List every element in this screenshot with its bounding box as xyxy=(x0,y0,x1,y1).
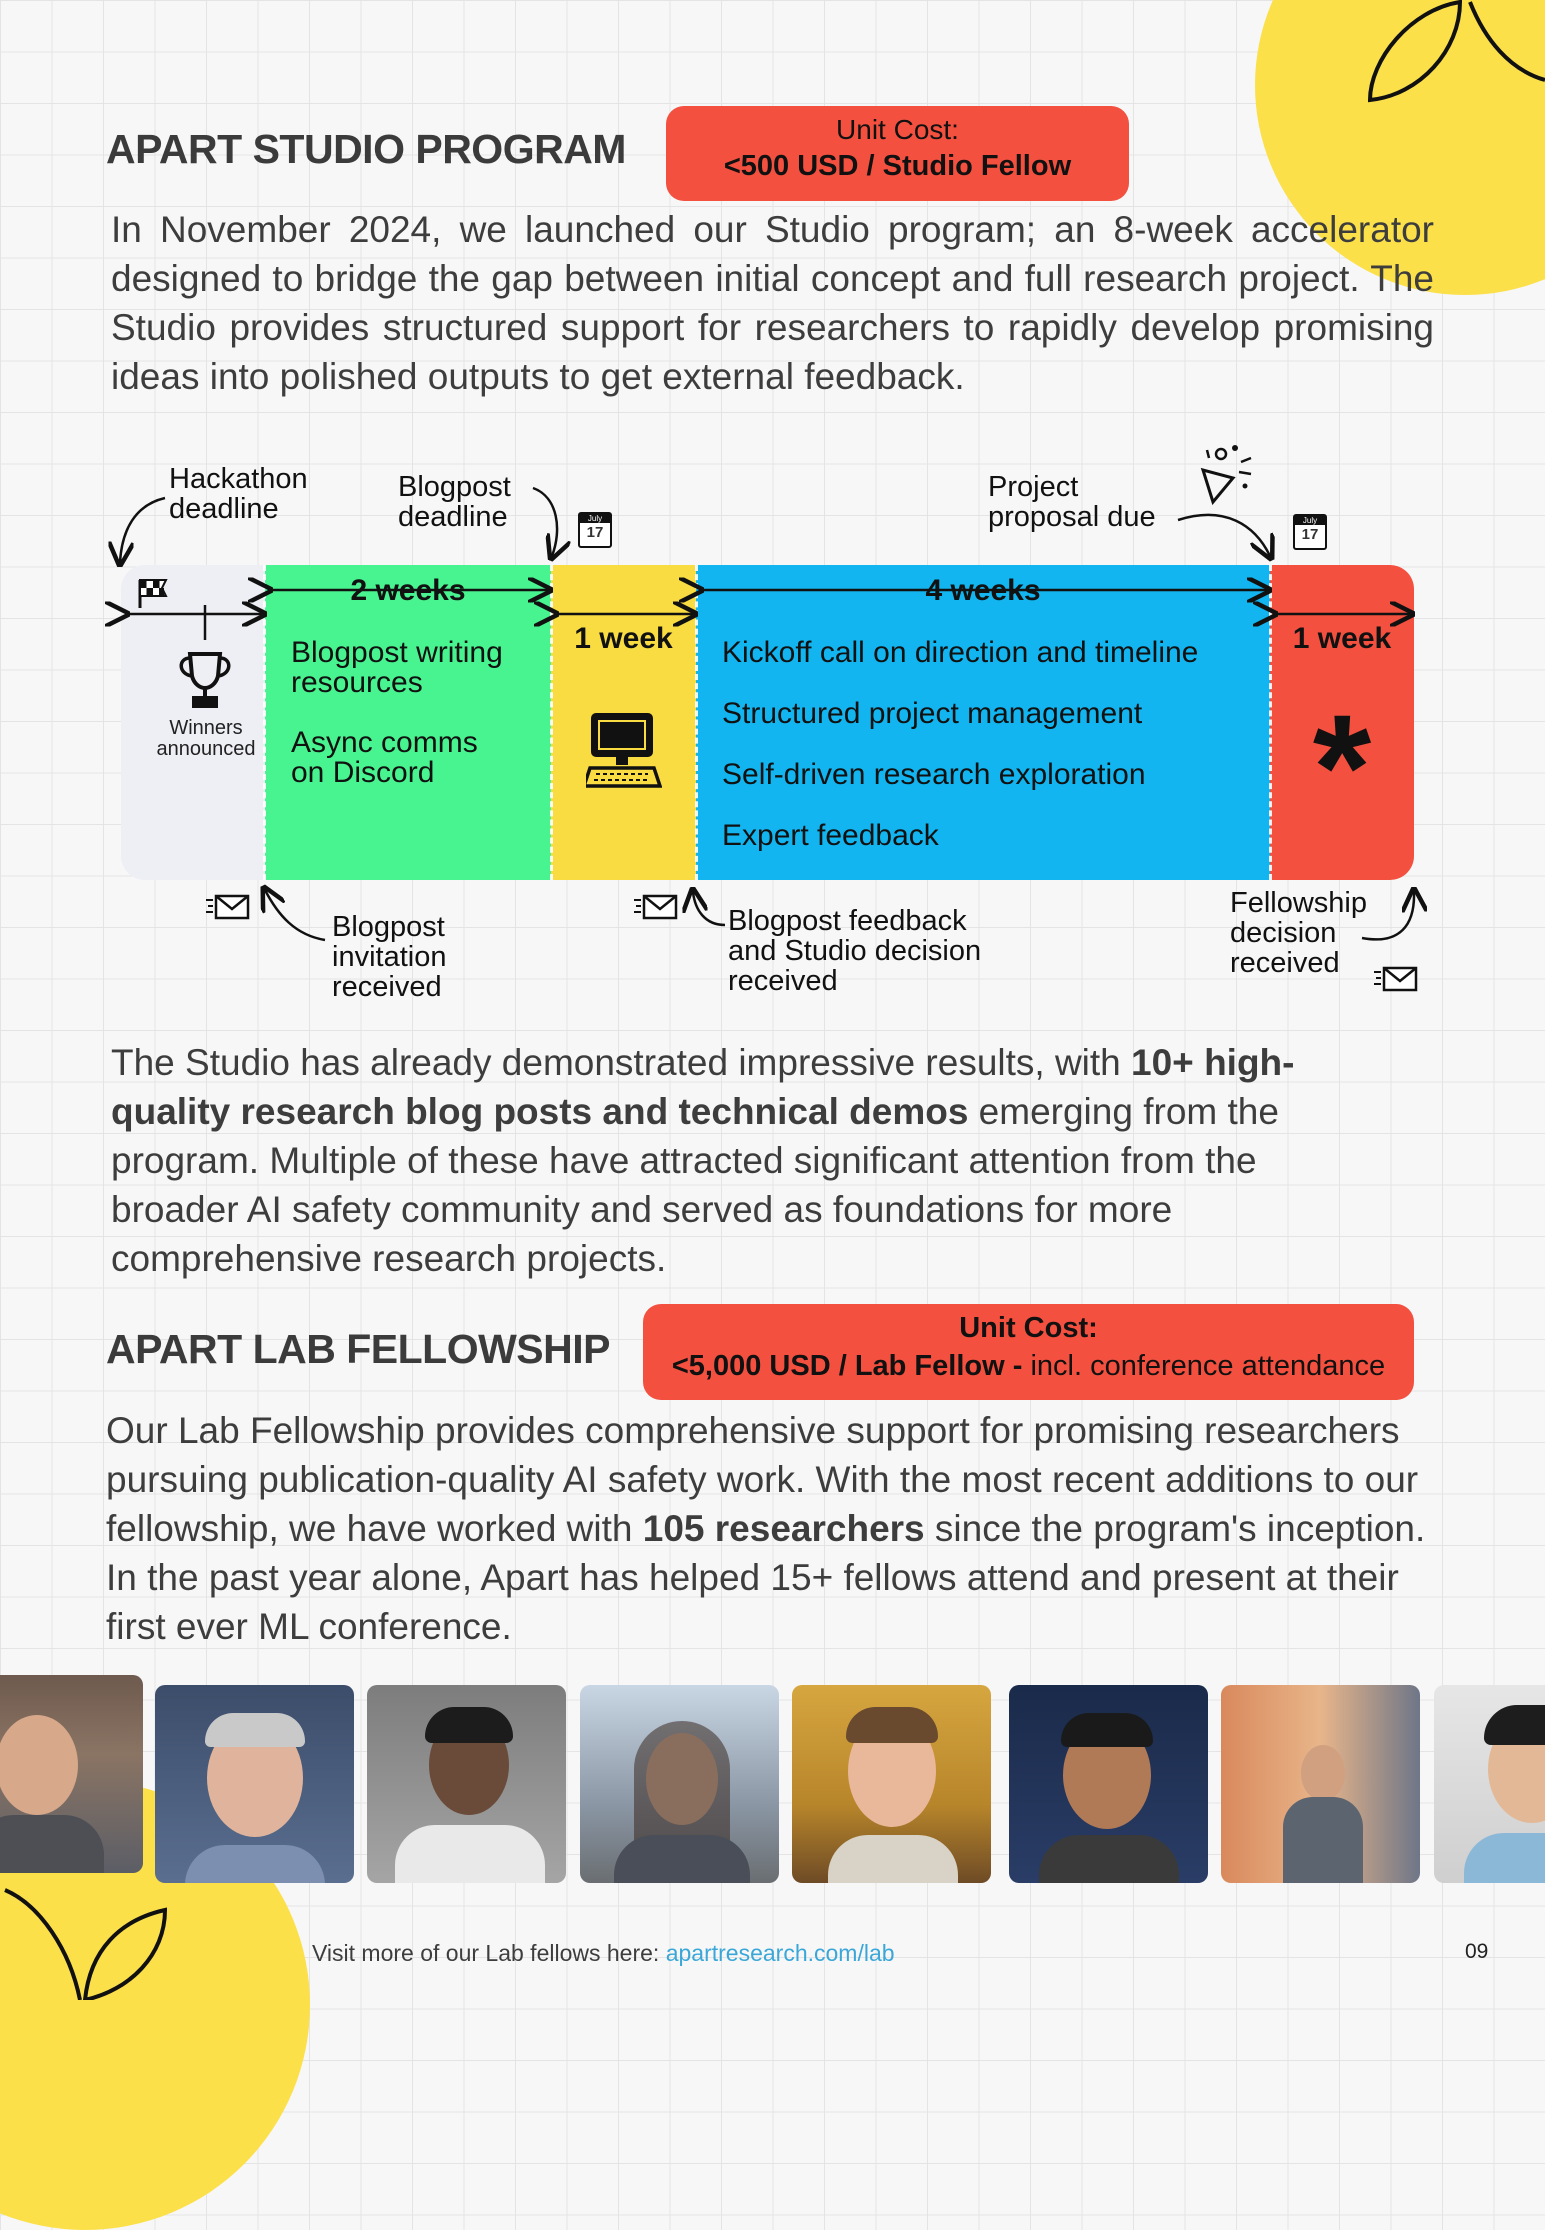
fellow-photo xyxy=(155,1685,354,1883)
lab-title: APART LAB FELLOWSHIP xyxy=(106,1326,610,1372)
mail-icon xyxy=(634,892,678,920)
blue-item-feedback: Expert feedback xyxy=(722,819,939,852)
green-duration-label: 2 weeks xyxy=(350,574,466,607)
mail-icon xyxy=(206,892,250,920)
blogpost-deadline-note: Blogpost deadline xyxy=(398,471,511,533)
lab-fellows-link[interactable]: apartresearch.com/lab xyxy=(665,1940,895,1966)
fellow-photo xyxy=(367,1685,566,1883)
computer-icon xyxy=(586,710,662,792)
studio-cost-value: <500 USD / Studio Fellow xyxy=(723,150,1072,182)
blue-item-exploration: Self-driven research exploration xyxy=(722,758,1146,791)
fellow-photo xyxy=(0,1675,143,1873)
fellowship-decision-note: Fellowship decision received xyxy=(1230,887,1367,979)
green-item-discord: Async comms on Discord xyxy=(291,726,478,789)
winners-announced-note: Winners announced xyxy=(156,717,256,760)
yellow-duration-label: 1 week xyxy=(574,622,673,655)
studio-intro: In November 2024, we launched our Studio program; an 8-week accelerator designed to bridge the gap between initial concept and full research project. The Studio provides structured support for researchers to rapidly develop promising ideas into polished outputs to get external feedback. xyxy=(111,209,1434,397)
lab-cost-badge xyxy=(643,1304,1414,1400)
red-duration-label: 1 week xyxy=(1292,622,1392,655)
project-proposal-note: Project proposal due xyxy=(988,471,1156,533)
blue-duration-label: 4 weeks xyxy=(925,574,1041,607)
studio-cost-label: Unit Cost: xyxy=(836,114,959,145)
party-popper-icon xyxy=(1195,440,1255,505)
footer-note: Visit more of our Lab fellows here: apartresearch.com/lab xyxy=(312,1940,895,1966)
leaf-icon-bottom xyxy=(0,1880,180,2000)
blue-item-kickoff: Kickoff call on direction and timeline xyxy=(722,636,1199,669)
page-number: 09 xyxy=(1465,1940,1489,1963)
fellow-photo xyxy=(1221,1685,1420,1883)
blue-item-management: Structured project management xyxy=(722,697,1143,730)
green-item-resources: Blogpost writing resources xyxy=(291,636,503,699)
blogpost-invitation-note: Blogpost invitation received xyxy=(332,911,447,1003)
lab-paragraph: Our Lab Fellowship provides comprehensive support for promising researchers pursuing publication-quality AI safety work. With the most recent additions to our fellowship, we have worked with 105 researchers since the program's inception. In the past year alone, Apart has helped 15+ fellows attend and present at their first ever ML conference. xyxy=(106,1410,1426,1647)
lab-cost-value: <5,000 USD / Lab Fellow - incl. conference attendance xyxy=(671,1350,1386,1382)
studio-title: APART STUDIO PROGRAM xyxy=(106,126,626,172)
calendar-icon: July 17 xyxy=(578,512,612,548)
checkered-flag-icon xyxy=(136,576,170,610)
studio-results-paragraph: The Studio has already demonstrated impressive results, with 10+ high-quality research blog posts and technical demos emerging from the program. Multiple of these have attracted significant attention from the broader AI safety community and served as foundations for more comprehensive research projects. xyxy=(111,1042,1295,1279)
trophy-icon xyxy=(172,650,238,712)
asterisk-icon: * xyxy=(1312,683,1372,851)
hackathon-deadline-note: Hackathon deadline xyxy=(169,463,308,525)
fellow-photo xyxy=(1009,1685,1208,1883)
fellow-photo xyxy=(580,1685,779,1883)
fellow-photo xyxy=(792,1685,991,1883)
calendar-icon: July 17 xyxy=(1293,514,1327,550)
lab-cost-label: Unit Cost: xyxy=(959,1312,1098,1344)
studio-decision-note: Blogpost feedback and Studio decision received xyxy=(728,905,982,997)
mail-icon xyxy=(1374,964,1418,992)
fellow-photo xyxy=(1434,1685,1545,1883)
